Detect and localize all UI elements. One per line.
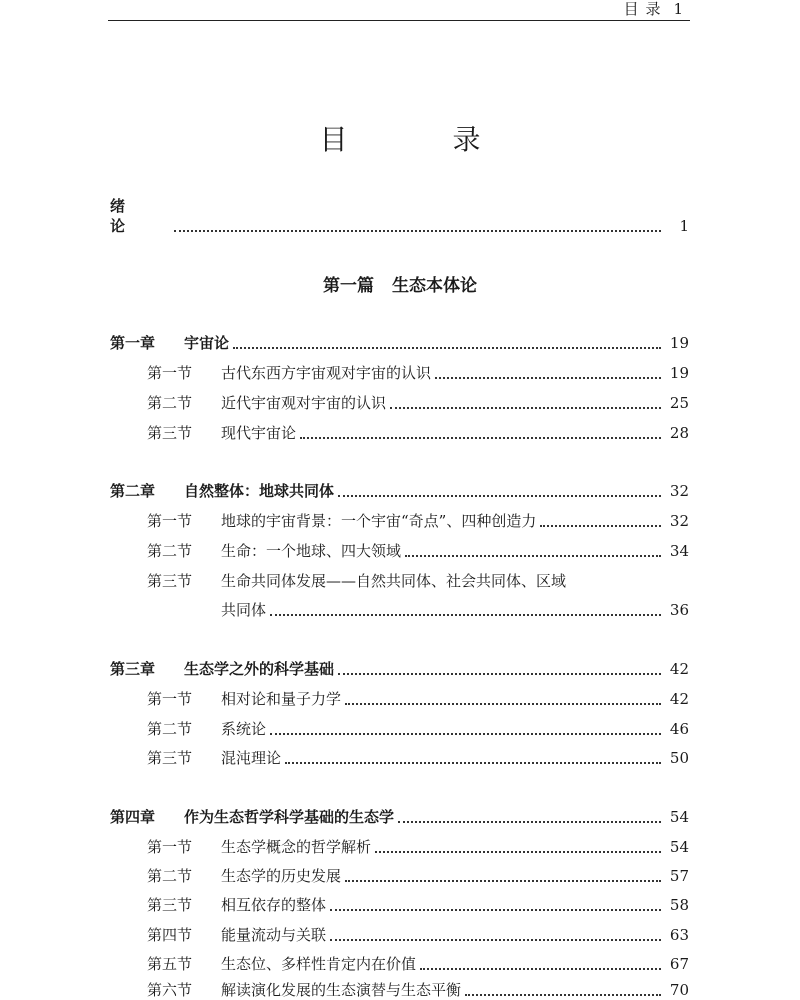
section-title: 相对论和量子力学: [221, 690, 342, 708]
section-title: 生命共同体发展——自然共同体、社会共同体、区域: [221, 572, 567, 590]
leader-dots: [420, 968, 661, 970]
chapter-number: 第二章: [110, 482, 156, 500]
section-title: 古代东西方宇宙观对宇宙的认识: [221, 364, 432, 382]
section-title-continued: 共同体: [221, 601, 267, 619]
leader-dots: [398, 821, 661, 823]
page-number: 70: [669, 981, 689, 999]
toc-section-4-6[interactable]: [0, 976, 800, 1000]
section-number: 第三节: [147, 749, 193, 767]
toc-section-2-3[interactable]: [0, 567, 800, 591]
leader-dots: [345, 880, 661, 882]
page-number: 46: [669, 720, 689, 738]
section-title: 能量流动与关联: [221, 926, 327, 944]
chapter-title: 生态学之外的科学基础: [184, 660, 335, 678]
page-number: 32: [669, 512, 689, 530]
page-number: 54: [669, 808, 689, 826]
intro-label: 绪 论: [110, 197, 142, 235]
section-number: 第一节: [147, 512, 193, 530]
chapter-number: 第四章: [110, 808, 156, 826]
page-number: 19: [669, 334, 689, 352]
section-number: 第二节: [147, 542, 193, 560]
leader-dots: [270, 614, 661, 616]
leader-dots: [174, 230, 661, 232]
page-number: 67: [669, 955, 689, 973]
chapter-title: 宇宙论: [184, 334, 230, 352]
toc-section-1-1[interactable]: [0, 359, 800, 383]
toc-section-3-1[interactable]: [0, 685, 800, 709]
section-title: 混沌理论: [221, 749, 282, 767]
running-title-text: 目 录: [623, 0, 662, 18]
chapter-number: 第一章: [110, 334, 156, 352]
toc-chapter-2[interactable]: [0, 477, 800, 501]
chapter-number: 第三章: [110, 660, 156, 678]
section-number: 第一节: [147, 690, 193, 708]
toc-section-3-2[interactable]: [0, 715, 800, 739]
section-title: 生态学概念的哲学解析: [221, 838, 372, 856]
section-title: 生命：一个地球、四大领域: [221, 542, 402, 560]
section-title: 生态学的历史发展: [221, 867, 342, 885]
leader-dots: [285, 762, 661, 764]
toc-chapter-3[interactable]: [0, 655, 800, 679]
section-number: 第四节: [147, 926, 193, 944]
part-title: 生态本体论: [392, 276, 477, 296]
leader-dots: [300, 437, 661, 439]
leader-dots: [345, 703, 661, 705]
leader-dots: [465, 994, 661, 996]
section-number: 第二节: [147, 394, 193, 412]
toc-chapter-4[interactable]: [0, 803, 800, 827]
toc-section-4-2[interactable]: [0, 862, 800, 886]
toc-section-2-2[interactable]: [0, 537, 800, 561]
toc-section-2-3-continued[interactable]: [0, 596, 800, 620]
section-number: 第二节: [147, 867, 193, 885]
section-number: 第三节: [147, 896, 193, 914]
section-number: 第一节: [147, 364, 193, 382]
page-number: 42: [669, 690, 689, 708]
toc-section-4-5[interactable]: [0, 950, 800, 974]
section-number: 第三节: [147, 572, 193, 590]
part-number: 第一篇: [323, 276, 374, 296]
section-number: 第六节: [147, 981, 193, 999]
leader-dots: [270, 733, 661, 735]
toc-section-4-1[interactable]: [0, 833, 800, 857]
page-number: 25: [669, 394, 689, 412]
toc-entry-intro[interactable]: [0, 197, 800, 236]
page-number: 50: [669, 749, 689, 767]
section-title: 近代宇宙观对宇宙的认识: [221, 394, 387, 412]
chapter-title: 自然整体：地球共同体: [184, 482, 335, 500]
chapter-title: 作为生态哲学科学基础的生态学: [184, 808, 395, 826]
page-number: 32: [669, 482, 689, 500]
leader-dots: [390, 407, 661, 409]
leader-dots: [233, 347, 661, 349]
page-number: 34: [669, 542, 689, 560]
section-title: 生态位、多样性肯定内在价值: [221, 955, 417, 973]
header-page-number: 1: [673, 0, 684, 18]
part-heading: [0, 271, 800, 296]
page-number: 63: [669, 926, 689, 944]
section-title: 现代宇宙论: [221, 424, 297, 442]
toc-section-2-1[interactable]: [0, 507, 800, 531]
page-number: 57: [669, 867, 689, 885]
section-number: 第二节: [147, 720, 193, 738]
section-title: 解读演化发展的生态演替与生态平衡: [221, 981, 462, 999]
toc-chapter-1[interactable]: [0, 329, 800, 353]
leader-dots: [330, 939, 661, 941]
page-number: 42: [669, 660, 689, 678]
leader-dots: [435, 377, 661, 379]
page-number: 58: [669, 896, 689, 914]
leader-dots: [540, 525, 661, 527]
page-title: 目 录: [319, 123, 529, 156]
section-number: 第三节: [147, 424, 193, 442]
leader-dots: [405, 555, 661, 557]
page-number: 19: [669, 364, 689, 382]
section-title: 地球的宇宙背景：一个宇宙“奇点”、四种创造力: [221, 512, 537, 530]
toc-section-1-3[interactable]: [0, 419, 800, 443]
page-number: 1: [679, 217, 689, 235]
toc-section-1-2[interactable]: [0, 389, 800, 413]
page-number: 36: [669, 601, 689, 619]
section-title: 相互依存的整体: [221, 896, 327, 914]
leader-dots: [338, 673, 661, 675]
leader-dots: [330, 909, 661, 911]
leader-dots: [375, 851, 661, 853]
toc-section-4-3[interactable]: [0, 891, 800, 915]
section-number: 第五节: [147, 955, 193, 973]
toc-section-3-3[interactable]: [0, 744, 800, 768]
section-number: 第一节: [147, 838, 193, 856]
toc-section-4-4[interactable]: [0, 921, 800, 945]
leader-dots: [338, 495, 661, 497]
page-number: 54: [669, 838, 689, 856]
page-number: 28: [669, 424, 689, 442]
section-title: 系统论: [221, 720, 267, 738]
